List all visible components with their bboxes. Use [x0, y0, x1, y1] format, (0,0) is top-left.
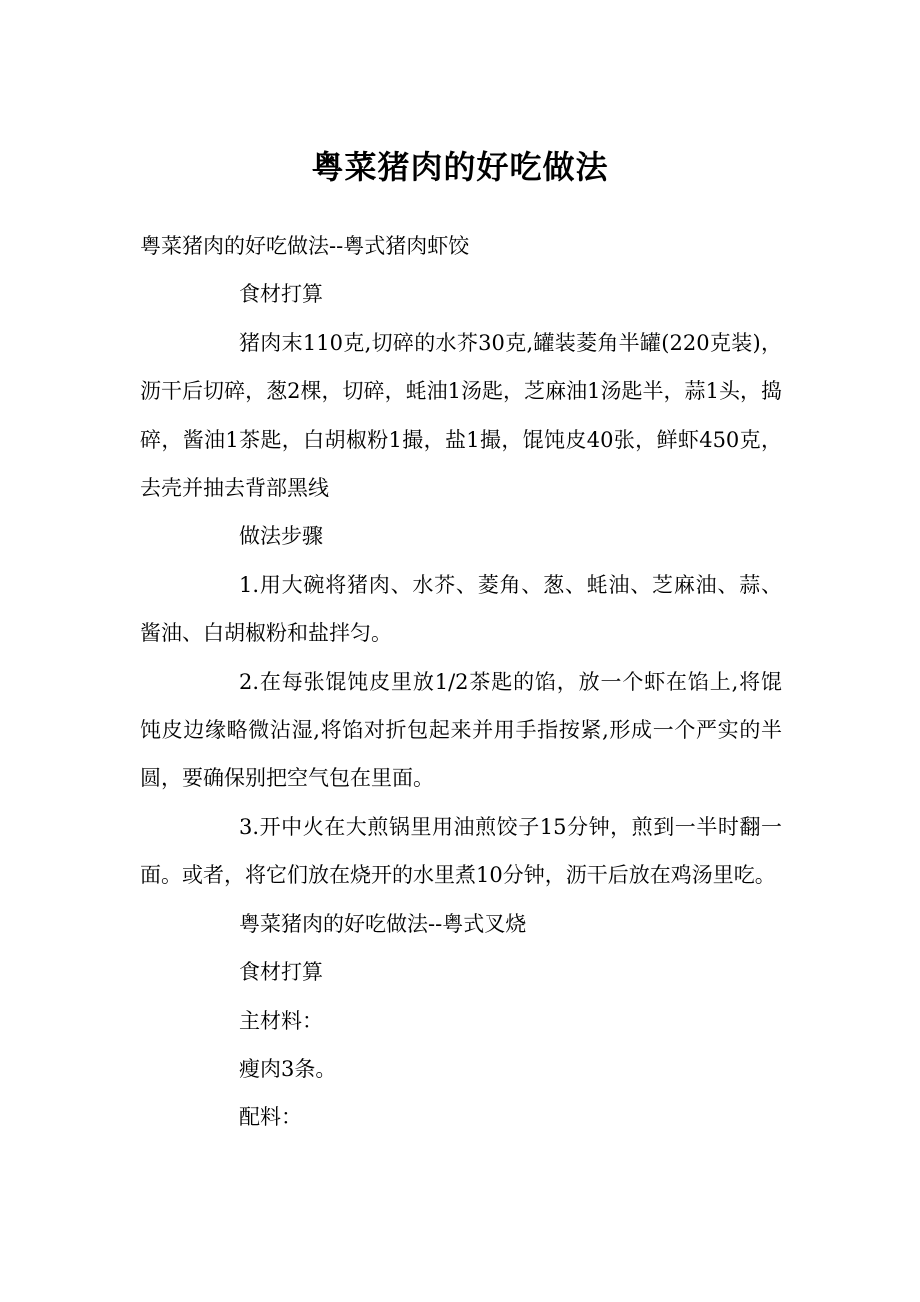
paragraph-steps-heading: 做法步骤 — [239, 524, 323, 549]
paragraph-subtitle-2: 粤菜猪肉的好吃做法--粤式叉烧 — [239, 911, 527, 936]
paragraph-ingredients-heading-1: 食材打算 — [239, 282, 323, 307]
paragraph-ingredients-list-1: 猪肉末110克,切碎的水芥30克,罐装菱角半罐(220克装)，沥干后切碎，葱2棵，切碎，蚝油1汤匙，芝麻油1汤匙半，蒜1头，捣碎，酱油1茶匙，白胡椒粉1撮，盐1撮，馄饨皮40张，鲜虾450克，去壳并抽去背部黑线 — [140, 330, 782, 501]
page-title: 粤菜猪肉的好吃做法 — [311, 148, 609, 186]
paragraph-main-ingredients-label: 主材料： — [239, 1008, 323, 1033]
paragraph-step-3: 3.开中火在大煎锅里用油煎饺子15分钟，煎到一半时翻一面。或者，将它们放在烧开的水里煮10分钟，沥干后放在鸡汤里吃。 — [140, 814, 782, 888]
paragraph-seasoning-label: 配料： — [239, 1105, 302, 1130]
paragraph-subtitle-1: 粤菜猪肉的好吃做法--粤式猪肉虾饺 — [140, 234, 470, 258]
paragraph-ingredients-heading-2: 食材打算 — [239, 960, 323, 985]
paragraph-step-2: 2.在每张馄饨皮里放1/2茶匙的馅，放一个虾在馅上,将馄饨皮边缘略微沾湿,将馅对折包起来并用手指按紧,形成一个严实的半圆，要确保别把空气包在里面。 — [140, 669, 782, 791]
paragraph-step-1: 1.用大碗将猪肉、水芥、菱角、葱、蚝油、芝麻油、蒜、酱油、白胡椒粉和盐拌匀。 — [140, 572, 782, 646]
document-body — [140, 222, 782, 1142]
paragraph-main-ingredients: 瘦肉3条。 — [239, 1056, 337, 1081]
